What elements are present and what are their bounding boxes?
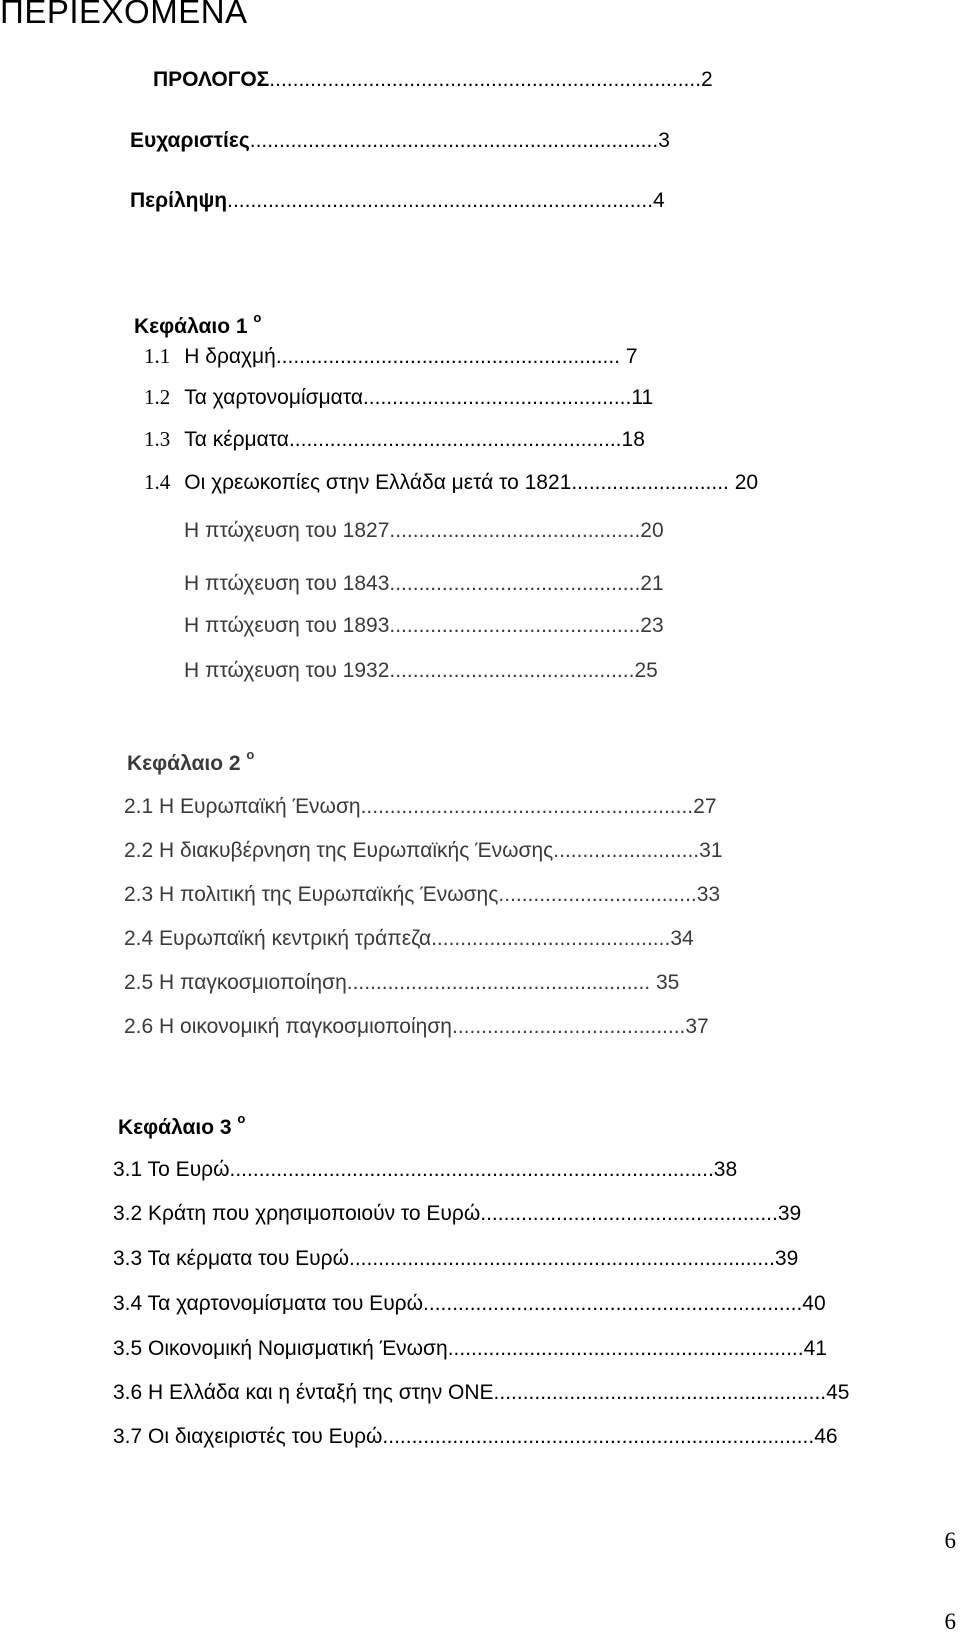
toc-page: 38 [713,1158,738,1181]
toc-leader: ................................................................. [423,1292,803,1315]
toc-entry-acknowledgements[interactable] [130,128,670,154]
toc-leader: .................................................... [346,971,651,994]
toc-page: 20 [640,519,664,542]
toc-leader: ......................................................... [360,795,694,818]
chapter-1-heading: Κεφάλαιο 1 $^o$ [134,310,262,338]
toc-entry-label: 2.4 Ευρωπαϊκή κεντρική τράπεζα [124,927,432,950]
toc-entry-label: Η πτώχευση του 1843 [184,572,390,595]
toc-entry-3-2[interactable] [113,1201,801,1227]
toc-page: 18 [621,428,645,451]
toc-page: 11 [631,386,654,409]
toc-entry-label: 3.4 Τα χαρτονομίσματα του Ευρώ [113,1292,424,1315]
toc-leader: ............................................................. [447,1337,804,1360]
toc-entry-label: 2.2 Η διακυβέρνηση της Ευρωπαϊκής Ένωσης [124,839,554,862]
toc-page: 40 [802,1292,826,1315]
toc-entry-label: 2.5 Η παγκοσμιοποίηση [124,971,347,994]
toc-entry-label: Ευχαριστίες [130,129,250,152]
toc-page: 25 [634,659,658,682]
toc-entry-number: 1.1 [144,344,171,368]
toc-entry-2-2[interactable] [124,838,723,864]
toc-page: 45 [826,1381,850,1404]
toc-entry-label: ΠΡΟΛΟΓΟΣ [153,68,270,91]
toc-entry-number: 1.2 [144,385,171,409]
toc-subentry-1932[interactable] [184,658,658,684]
toc-page: 39 [774,1247,799,1270]
toc-leader: ........................................ [451,1015,686,1038]
toc-entry-1-2[interactable] [144,384,653,411]
toc-entry-label: Τα χαρτονομίσματα [184,386,363,409]
toc-entry-1-1[interactable] [144,343,638,370]
toc-entry-1-3[interactable] [144,426,645,453]
toc-page: 4 [653,189,665,212]
toc-entry-label: 3.3 Τα κέρματα του Ευρώ [113,1247,349,1270]
toc-leader: ........................................... [389,519,641,542]
toc-page: 3 [658,129,670,152]
toc-entry-2-1[interactable] [124,794,717,820]
toc-entry-2-5[interactable] [124,970,679,996]
toc-leader: .......................................... [389,659,635,682]
toc-entry-label: 3.2 Κράτη που χρησιμοποιούν το Ευρώ [113,1202,481,1225]
toc-page: 35 [650,971,680,994]
toc-entry-label: 3.1 Το Ευρώ [113,1158,230,1181]
toc-entry-label: 2.1 Η Ευρωπαϊκή Ένωση [124,795,361,818]
page-number-duplicate: 6 [944,1609,956,1634]
toc-leader: ......................................... [431,927,671,950]
toc-entry-3-6[interactable] [113,1380,849,1406]
toc-entry-2-6[interactable] [124,1014,709,1040]
toc-page: 46 [814,1425,838,1448]
page-number: 6 [944,1528,956,1553]
toc-page: 37 [685,1015,709,1038]
toc-page: 21 [640,572,664,595]
toc-entry-number: 1.3 [144,427,171,451]
toc-leader: ................................................................................... [229,1158,714,1181]
chapter-2-heading: Κεφάλαιο 2 $^o$ [127,747,255,775]
toc-leader: ......................................................................... [349,1247,775,1270]
toc-entry-2-3[interactable] [124,882,720,908]
toc-page: 31 [699,839,723,862]
toc-subentry-1893[interactable] [184,613,664,639]
toc-subentry-1827[interactable] [184,518,664,544]
toc-entry-prologue[interactable] [153,67,713,93]
toc-leader: ........................................... [389,614,641,637]
toc-leader: .......................................................................... [382,1425,815,1448]
toc-entry-label: Τα κέρματα [184,428,289,451]
toc-leader: ................................................... [480,1202,778,1225]
toc-page: 7 [620,345,638,368]
toc-entry-label: 3.6 Η Ελλάδα και η ένταξή της στην ΟΝΕ [113,1381,494,1404]
toc-page: 2 [701,68,713,91]
toc-leader: ......................................................................... [227,189,654,212]
toc-entry-label: Η πτώχευση του 1827 [184,519,390,542]
toc-entry-label: 2.6 Η οικονομική παγκοσμιοποίηση [124,1015,452,1038]
page-title: ΠΕΡΙΕΧΟΜΕΝΑ [0,0,248,30]
toc-entry-label: 2.3 Η πολιτική της Ευρωπαϊκής Ένωσης [124,883,499,906]
toc-leader: ......................................................... [288,428,622,451]
toc-leader: .................................. [498,883,697,906]
toc-leader: ........................................................... [275,345,621,368]
toc-entry-label: Η πτώχευση του 1893 [184,614,390,637]
toc-page: 34 [670,927,694,950]
toc-entry-label: Η πτώχευση του 1932 [184,659,390,682]
toc-entry-3-5[interactable] [113,1336,827,1362]
toc-entry-number: 1.4 [144,470,171,494]
toc-entry-label: Οι χρεωκοπίες στην Ελλάδα μετά το 1821 [184,471,572,494]
chapter-3-heading: Κεφάλαιο 3 $^o$ [118,1111,246,1139]
toc-leader: .............................................. [362,386,632,409]
toc-entry-label: Η δραχμή [184,345,276,368]
toc-leader: ......................... [553,839,700,862]
toc-entry-1-4[interactable] [144,469,758,496]
toc-entry-3-7[interactable] [113,1424,838,1450]
toc-entry-3-1[interactable] [113,1157,737,1183]
toc-leader: ........................................... [389,572,641,595]
toc-entry-2-4[interactable] [124,926,694,952]
toc-entry-abstract[interactable] [130,188,665,214]
toc-page: 23 [640,614,664,637]
toc-leader: ...................................................................... [249,129,659,152]
toc-page: 33 [696,883,721,906]
toc-entry-3-4[interactable] [113,1291,826,1317]
toc-leader: .......................................................................... [269,68,702,91]
toc-page: 41 [803,1337,827,1360]
toc-page: 27 [693,795,717,818]
toc-leader: ........................... [571,471,729,494]
toc-page: 20 [728,471,759,494]
toc-page: 39 [777,1202,802,1225]
toc-entry-label: Περίληψη [130,189,228,212]
toc-subentry-1843[interactable] [184,571,664,597]
toc-entry-3-3[interactable] [113,1246,798,1272]
toc-entry-label: 3.5 Οικονομική Νομισματική Ένωση [113,1337,448,1360]
toc-leader: ......................................................... [493,1381,827,1404]
toc-entry-label: 3.7 Οι διαχειριστές του Ευρώ [113,1425,383,1448]
